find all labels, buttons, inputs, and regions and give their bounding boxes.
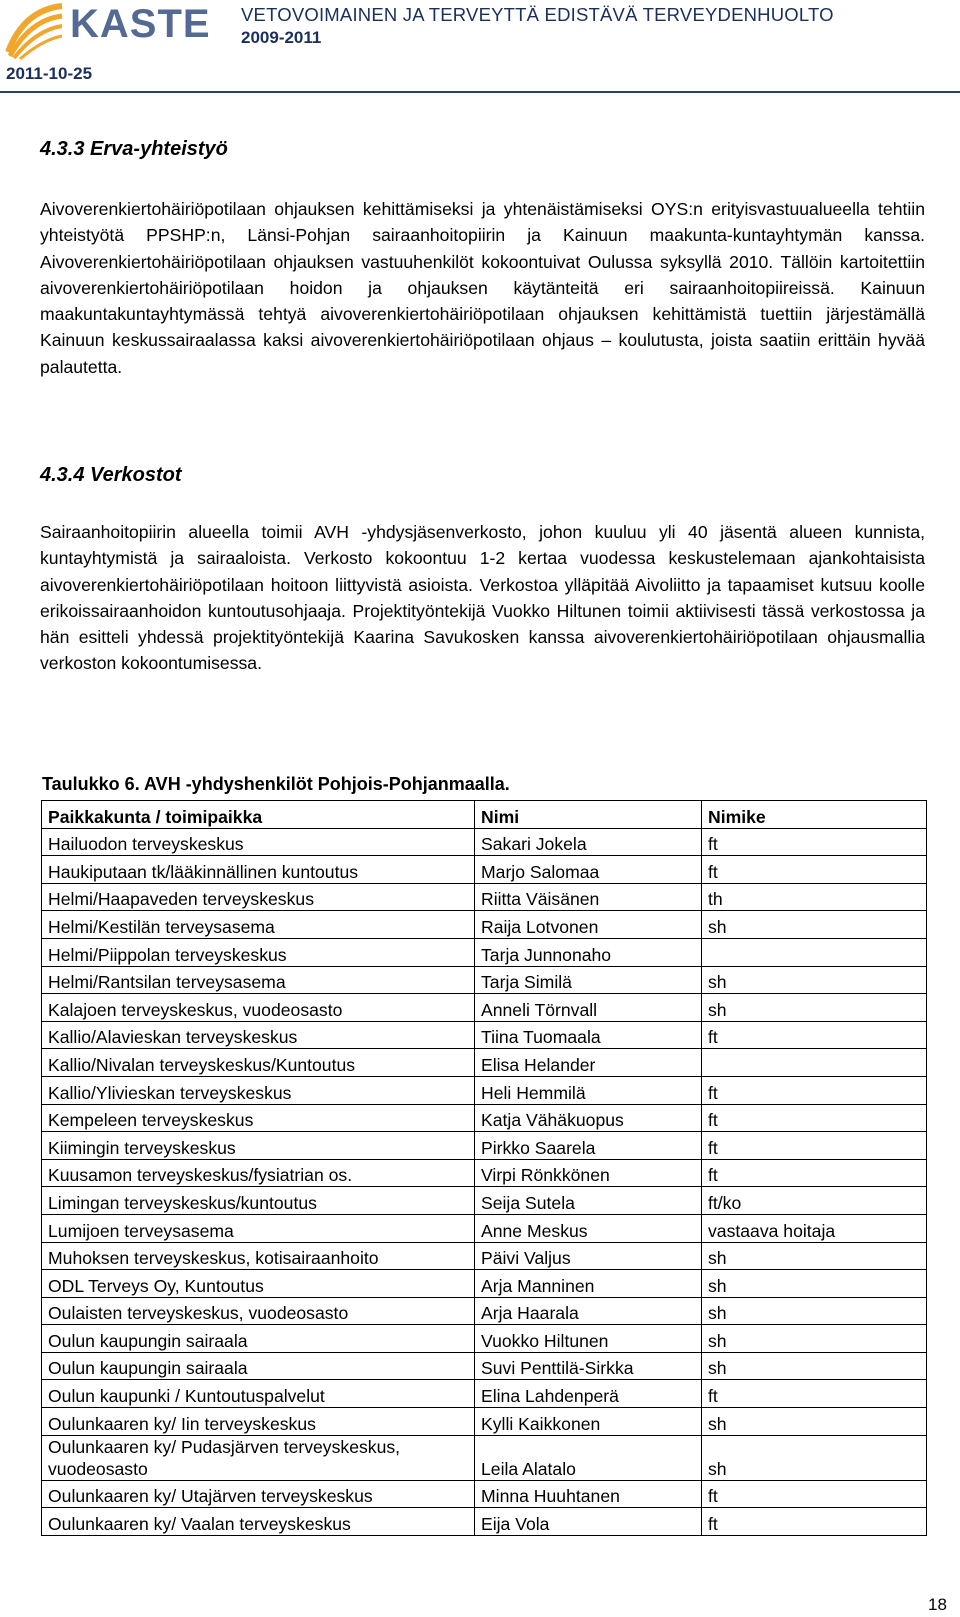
- table-body: [42, 828, 927, 1535]
- table-row: [42, 1187, 927, 1215]
- cell-location: Kempeleen terveyskeskus: [42, 1104, 475, 1132]
- cell-title: sh: [702, 1242, 927, 1270]
- cell-name: Eija Vola: [475, 1508, 702, 1536]
- cell-location: Oulun kaupunki / Kuntoutuspalvelut: [42, 1380, 475, 1408]
- cell-title: ft: [702, 856, 927, 884]
- cell-location: Helmi/Haapaveden terveyskeskus: [42, 883, 475, 911]
- cell-location: Kiimingin terveyskeskus: [42, 1132, 475, 1160]
- table-row: [42, 1380, 927, 1408]
- table-row: [42, 1408, 927, 1436]
- cell-location: Oulun kaupungin sairaala: [42, 1325, 475, 1353]
- table-row: [42, 1049, 927, 1077]
- cell-title: ft/ko: [702, 1187, 927, 1215]
- page-header: [0, 0, 960, 93]
- cell-location: Kallio/Ylivieskan terveyskeskus: [42, 1076, 475, 1104]
- table-row: [42, 1076, 927, 1104]
- cell-location: Haukiputaan tk/lääkinnällinen kuntoutus: [42, 856, 475, 884]
- table-row: [42, 856, 927, 884]
- cell-location: Helmi/Kestilän terveysasema: [42, 911, 475, 939]
- cell-location: Kalajoen terveyskeskus, vuodeosasto: [42, 994, 475, 1022]
- cell-name: Suvi Penttilä-Sirkka: [475, 1352, 702, 1380]
- cell-location: Kuusamon terveyskeskus/fysiatrian os.: [42, 1159, 475, 1187]
- cell-title: ft: [702, 1380, 927, 1408]
- cell-location: Oulaisten terveyskeskus, vuodeosasto: [42, 1297, 475, 1325]
- cell-title: ft: [702, 828, 927, 856]
- cell-title: sh: [702, 1435, 927, 1480]
- cell-title: ft: [702, 1104, 927, 1132]
- table-caption: Taulukko 6. AVH -yhdyshenkilöt Pohjois-Pohjanmaalla.: [42, 774, 510, 794]
- cell-title: sh: [702, 1325, 927, 1353]
- kaste-logo: [4, 2, 209, 62]
- cell-title: vastaava hoitaja: [702, 1214, 927, 1242]
- section-heading-erva: 4.3.3 Erva-yhteistyö: [40, 138, 228, 160]
- cell-name: Elisa Helander: [475, 1049, 702, 1077]
- cell-title: sh: [702, 1297, 927, 1325]
- table-row: [42, 883, 927, 911]
- cell-title: sh: [702, 1270, 927, 1298]
- cell-title: ft: [702, 1508, 927, 1536]
- table-row: [42, 1104, 927, 1132]
- cell-name: Minna Huuhtanen: [475, 1480, 702, 1508]
- table-row: [42, 1242, 927, 1270]
- cell-name: Leila Alatalo: [475, 1435, 702, 1480]
- cell-location: ODL Terveys Oy, Kuntoutus: [42, 1270, 475, 1298]
- cell-name: Elina Lahdenperä: [475, 1380, 702, 1408]
- table-row: [42, 1021, 927, 1049]
- cell-location: Kallio/Alavieskan terveyskeskus: [42, 1021, 475, 1049]
- cell-title: sh: [702, 966, 927, 994]
- cell-title: ft: [702, 1480, 927, 1508]
- cell-location: Oulunkaaren ky/ Utajärven terveyskeskus: [42, 1480, 475, 1508]
- table-row: [42, 1214, 927, 1242]
- cell-title: sh: [702, 1408, 927, 1436]
- cell-location: Oulunkaaren ky/ Iin terveyskeskus: [42, 1408, 475, 1436]
- cell-location: Muhoksen terveyskeskus, kotisairaanhoito: [42, 1242, 475, 1270]
- cell-name: Katja Vähäkuopus: [475, 1104, 702, 1132]
- cell-name: Anneli Törnvall: [475, 994, 702, 1022]
- header-title: VETOVOIMAINEN JA TERVEYTTÄ EDISTÄVÄ TERVEYDENHUOLTO: [241, 4, 834, 25]
- table-row: [42, 828, 927, 856]
- cell-location: Oulunkaaren ky/ Vaalan terveyskeskus: [42, 1508, 475, 1536]
- table-row: [42, 1352, 927, 1380]
- cell-name: Vuokko Hiltunen: [475, 1325, 702, 1353]
- cell-title: [702, 1049, 927, 1077]
- table-row: [42, 1325, 927, 1353]
- header-years: 2009-2011: [241, 28, 322, 47]
- cell-name: Päivi Valjus: [475, 1242, 702, 1270]
- column-header-title: Nimike: [702, 801, 927, 829]
- header-divider: [0, 91, 960, 93]
- table-row: [42, 1480, 927, 1508]
- cell-location: Oulun kaupungin sairaala: [42, 1352, 475, 1380]
- page-number: 18: [928, 1595, 947, 1614]
- cell-location: Helmi/Piippolan terveyskeskus: [42, 938, 475, 966]
- cell-name: Tiina Tuomaala: [475, 1021, 702, 1049]
- cell-name: Riitta Väisänen: [475, 883, 702, 911]
- paragraph-verkostot: Sairaanhoitopiirin alueella toimii AVH -yhdysjäsenverkosto, johon kuuluu yli 40 jäsentä alueen kunnista, kuntayhtymistä ja sairaaloista. Verkosto kokoontuu 1-2 kertaa vuodessa keskustelemaan ajankohtaisista aivoverenkiertohäiriöpotilaan hoitoon liittyvistä asioista. Verkostoa ylläpitää Aivoliitto ja tapaamiset kutsuu koolle erikoissairaanhoidon kuntoutusohjaaja. Projektityöntekijä Vuokko Hiltunen toimii aktiivisesti tässä verkostossa ja hän esitteli yhdessä projektityöntekijä Kaarina Savukosken kanssa aivoverenkiertohäiriöpotilaan ohjausmallia verkoston kokoontumisessa.: [40, 522, 925, 674]
- kaste-logo-mark-icon: [4, 2, 66, 60]
- contacts-table: [41, 800, 927, 1536]
- cell-location: Oulunkaaren ky/ Pudasjärven terveyskeskus, vuodeosasto: [42, 1435, 475, 1480]
- cell-name: Raija Lotvonen: [475, 911, 702, 939]
- cell-name: Pirkko Saarela: [475, 1132, 702, 1160]
- cell-title: ft: [702, 1076, 927, 1104]
- header-date: 2011-10-25: [6, 64, 93, 83]
- table-row: [42, 1297, 927, 1325]
- cell-name: Tarja Junnonaho: [475, 938, 702, 966]
- table-row: [42, 994, 927, 1022]
- cell-name: Sakari Jokela: [475, 828, 702, 856]
- cell-title: th: [702, 883, 927, 911]
- cell-name: Kylli Kaikkonen: [475, 1408, 702, 1436]
- table-row: [42, 1508, 927, 1536]
- cell-name: Seija Sutela: [475, 1187, 702, 1215]
- cell-location: Lumijoen terveysasema: [42, 1214, 475, 1242]
- cell-name: Heli Hemmilä: [475, 1076, 702, 1104]
- cell-title: sh: [702, 994, 927, 1022]
- cell-name: Arja Haarala: [475, 1297, 702, 1325]
- table-row: [42, 911, 927, 939]
- cell-title: ft: [702, 1021, 927, 1049]
- cell-title: [702, 938, 927, 966]
- cell-title: ft: [702, 1132, 927, 1160]
- table-row: [42, 938, 927, 966]
- cell-title: sh: [702, 911, 927, 939]
- logo-text: KASTE: [70, 2, 211, 46]
- column-header-location: Paikkakunta / toimipaikka: [42, 801, 475, 829]
- cell-name: Anne Meskus: [475, 1214, 702, 1242]
- cell-name: Arja Manninen: [475, 1270, 702, 1298]
- cell-name: Virpi Rönkkönen: [475, 1159, 702, 1187]
- paragraph-erva: Aivoverenkiertohäiriöpotilaan ohjauksen kehittämiseksi ja yhtenäistämiseksi OYS:n erityisvastuualueella tehtiin yhteistyötä PPSHP:n, Länsi-Pohjan sairaanhoitopiirin ja Kainuun maakunta-kuntayhtymän kanssa. Aivoverenkiertohäiriöpotilaan ohjauksen vastuuhenkilöt kokoontuivat Oulussa syksyllä 2010. Tällöin kartoitettiin aivoverenkiertohäiriöpotilaan hoidon ja ohjauksen käytänteitä eri sairaanhoitopiireissä. Kainuun maakuntakuntayhtymässä tehtyä aivoverenkiertohäiriöpotilaan ohjauksen kehittämistä tuettiin järjestämällä Kainuun keskussairaalassa kaksi aivoverenkiertohäiriöpotilaan ohjaus – koulutusta, joista saatiin erittäin hyvää palautetta.: [40, 199, 925, 377]
- cell-location: Limingan terveyskeskus/kuntoutus: [42, 1187, 475, 1215]
- table-row: [42, 1132, 927, 1160]
- table-header-row: [42, 801, 927, 829]
- cell-title: ft: [702, 1159, 927, 1187]
- cell-location: Hailuodon terveyskeskus: [42, 828, 475, 856]
- table-row: [42, 966, 927, 994]
- section-heading-verkostot: 4.3.4 Verkostot: [40, 464, 182, 486]
- table-row: [42, 1159, 927, 1187]
- cell-name: Tarja Similä: [475, 966, 702, 994]
- cell-title: sh: [702, 1352, 927, 1380]
- table-row: [42, 1270, 927, 1298]
- cell-location: Helmi/Rantsilan terveysasema: [42, 966, 475, 994]
- column-header-name: Nimi: [475, 801, 702, 829]
- cell-name: Marjo Salomaa: [475, 856, 702, 884]
- cell-location: Kallio/Nivalan terveyskeskus/Kuntoutus: [42, 1049, 475, 1077]
- table-row: [42, 1435, 927, 1480]
